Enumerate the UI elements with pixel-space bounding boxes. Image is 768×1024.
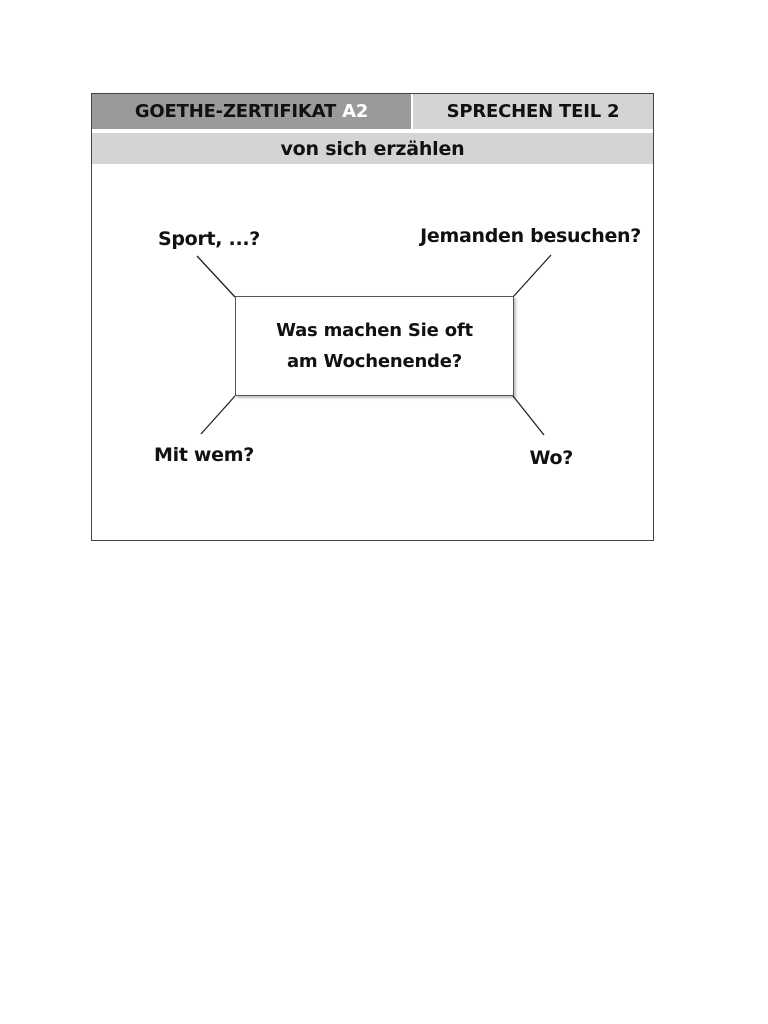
prompt-bottom-right: Wo? — [529, 447, 573, 469]
exam-section: SPRECHEN TEIL 2 — [413, 94, 653, 129]
connector-bottom-right — [513, 396, 544, 435]
connector-top-right — [513, 255, 551, 297]
connector-bottom-left — [201, 396, 235, 434]
central-question-box — [235, 296, 514, 396]
central-question-line-1: Was machen Sie oft — [276, 320, 473, 341]
connector-top-left — [197, 256, 235, 297]
exam-level: A2 — [342, 101, 369, 122]
exam-task-card — [91, 93, 654, 541]
topic-banner: von sich erzählen — [92, 133, 653, 164]
central-question-line-2: am Wochenende? — [286, 351, 462, 372]
prompt-top-right: Jemanden besuchen? — [420, 225, 641, 247]
prompt-bottom-left: Mit wem? — [154, 444, 254, 466]
prompt-top-left: Sport, ...? — [158, 228, 260, 250]
exam-title: GOETHE-ZERTIFIKAT — [134, 101, 337, 122]
